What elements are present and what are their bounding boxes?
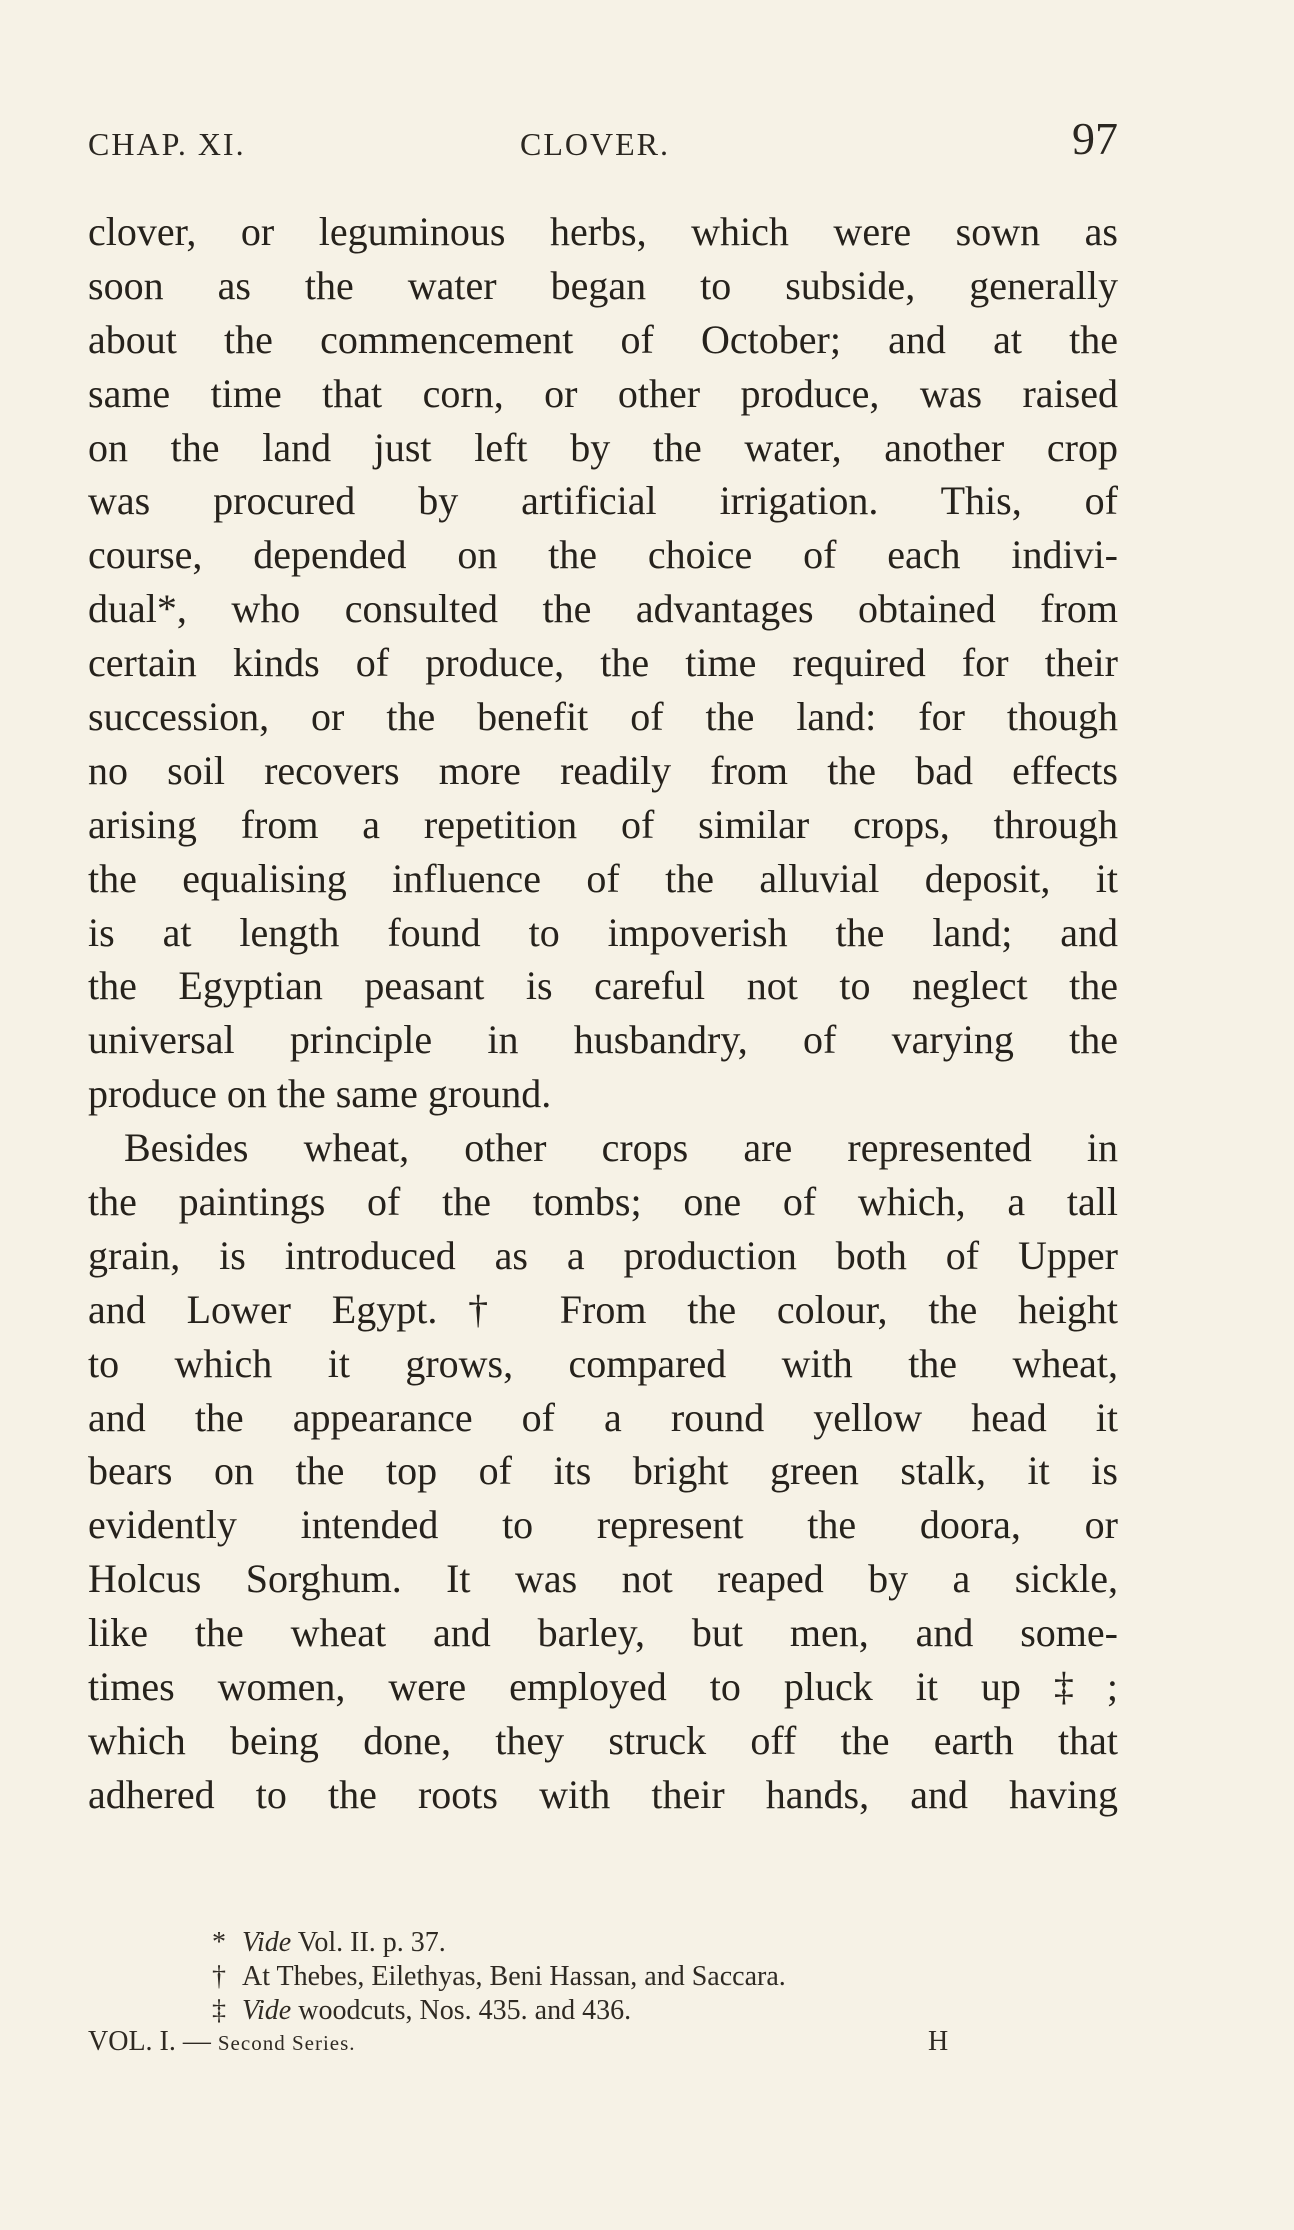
text-line: was procured by artificial irrigation. This, of [88,478,1118,524]
text-line: the equalising influence of the alluvial deposit, it [88,855,1118,901]
footnote-mark: ‡ [212,1995,226,2026]
text-line: and the appearance of a round yellow head it [88,1394,1118,1440]
text-line: about the commencement of October; and at the [88,316,1118,362]
text-line: and Lower Egypt.† From the colour, the height [88,1286,1118,1332]
signature-line [88,2026,1068,2066]
text-line: arising from a repetition of similar crops, through [88,801,1118,847]
signature-mark: H [928,2026,949,2057]
footnote-mark: * [212,1927,226,1958]
footnote-text: At Thebes, Eilethyas, Beni Hassan, and Saccara. [242,1961,786,1992]
text-line: no soil recovers more readily from the bad effects [88,747,1118,793]
text-line: course, depended on the choice of each indivi- [88,532,1118,578]
text-line: Holcus Sorghum. It was not reaped by a sickle, [88,1556,1118,1602]
text-line: Besides wheat, other crops are represented in [124,1125,1118,1171]
text-line: bears on the top of its bright green stalk, it is [88,1448,1118,1494]
text-line: clover, or leguminous herbs, which were sown as [88,209,1118,254]
footnote [212,1994,1012,2028]
text-line: on the land just left by the water, another crop [88,424,1118,470]
text-line: universal principle in husbandry, of varying the [88,1017,1118,1063]
text-line: to which it grows, compared with the wheat, [88,1340,1118,1386]
text-line: certain kinds of produce, the time required for their [88,640,1118,686]
text-line: grain, is introduced as a production both of Upper [88,1232,1118,1278]
running-title: CLOVER. [520,126,670,162]
text-line: the Egyptian peasant is careful not to neglect the [88,963,1118,1009]
footnotes [212,1926,1012,2028]
text-line: which being done, they struck off the earth that [88,1717,1118,1763]
body-text [88,205,1118,1822]
footnote-text: woodcuts, Nos. 435. and 436. [291,1995,632,2026]
footnote-italic: Vide [242,1995,292,2026]
running-head [88,112,1118,162]
text-line: dual*, who consulted the advantages obtained from [88,586,1118,632]
text-line: is at length found to impoverish the land; and [88,909,1118,955]
text-line: soon as the water began to subside, generally [88,262,1118,308]
footnote-italic: Vide [242,1927,292,1958]
chapter-label: CHAP. XI. [88,126,246,162]
page-number: 97 [1072,113,1118,164]
text-line: evidently intended to represent the doora, or [88,1502,1118,1548]
volume-series [88,2026,356,2058]
footnote-text: Vol. II. p. 37. [291,1927,446,1958]
text-line: times women, were employed to pluck it up‡; [88,1664,1118,1710]
text-line: same time that corn, or other produce, was raised [88,370,1118,416]
series-label: Second Series. [217,2031,356,2055]
text-line: like the wheat and barley, but men, and some- [88,1610,1118,1656]
text-line: produce on the same ground. [88,1071,552,1117]
footnote [212,1926,1012,1960]
text-line: adhered to the roots with their hands, and having [88,1771,1118,1817]
footnote [212,1960,1012,1994]
text-line: succession, or the benefit of the land: for though [88,694,1118,740]
footnote-mark: † [212,1961,226,1992]
text-line: the paintings of the tombs; one of which, a tall [88,1179,1118,1225]
volume-label: VOL. I. — [88,2026,218,2057]
